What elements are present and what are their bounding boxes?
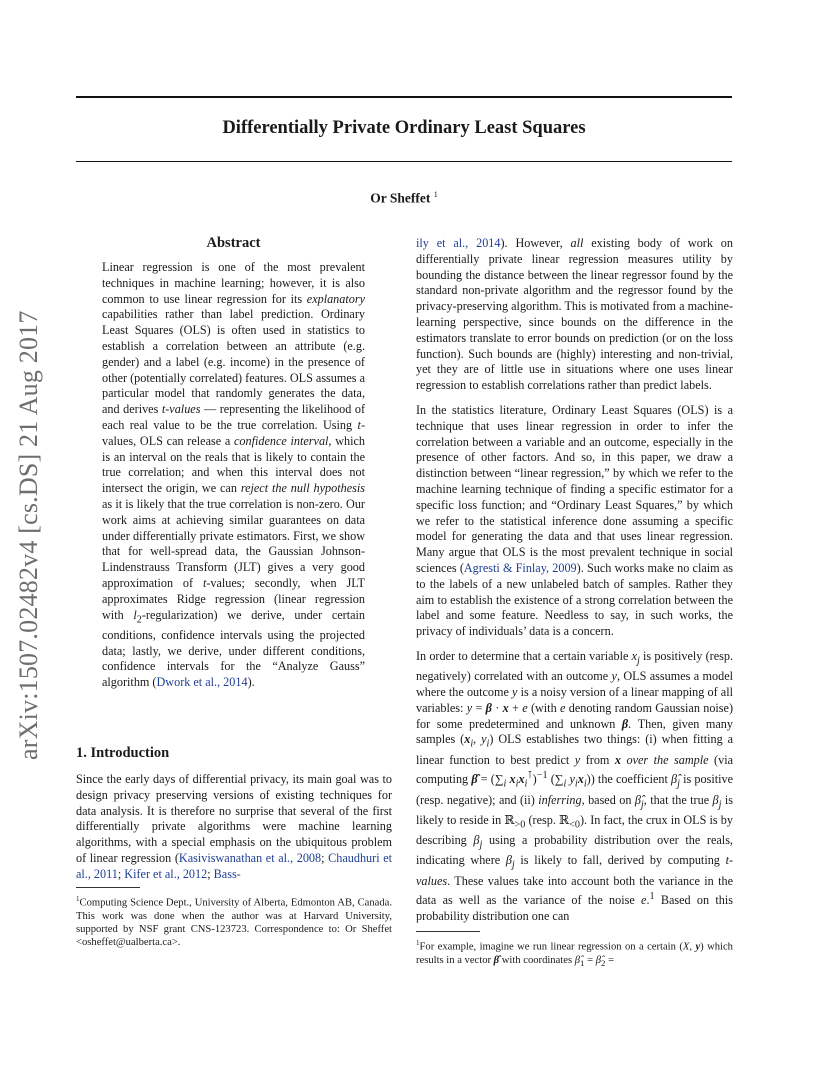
title-bottom-rule	[76, 161, 732, 162]
right-column	[416, 236, 733, 934]
title-top-rule	[76, 96, 732, 98]
footnote-rule-left	[76, 887, 140, 888]
arxiv-stamp: arXiv:1507.02482v4 [cs.DS] 21 Aug 2017	[14, 310, 43, 760]
author-name: Or Sheffet	[370, 190, 431, 206]
abstract-text: Linear regression is one of the most prevalent techniques in machine learning; however, it is also common to use linear regression for its explanatory capabilities rather than label prediction. Ordinary Least Squares (OLS) is often used in statistics to establish a correlation between an attribute (e.g. gender) and a label (e.g. income) in the presence of other (potentially correlated) features. OLS assumes a particular model that randomly generates the data, and derives t-values — representing the likelihood of each real value to be the true correlation. Using t-values, OLS can release a confidence interval, which is an interval on the reals that is likely to contain the true correlation; and when this interval does not intersect the origin, we can reject the null hypothesis as it is likely that the true correlation is non-zero. Our work aims at achieving similar guarantees on data under differentially private estimators. First, we show that for well-spread data, the Gaussian Johnson-Lindenstrauss Transform (JLT) gives a very good approximation of t-values; secondly, when JLT approximates Ridge regression (linear regression with $l_2-regularization$) we derive, under certain conditions, confidence intervals using the projected data; lastly, we derive, under different conditions, confidence intervals for the “Analyze Gauss” algorithm (Dwork et al., 2014).	[102, 260, 366, 690]
right-paragraph-2: In the statistics literature, Ordinary Least Squares (OLS) is a technique that uses linear regression in order to infer the correlation between a variable and an outcome, especially in the presence of other factors. And so, in this paper, we draw a distinction between “linear regression,” by which we refer to the machine learning technique of finding a specific estimator for a specific loss function; and “Ordinary Least Squares,” by which we refer to the statistical inference done assuming a specific model for generating the data and that uses linear regression. Many argue that OLS is the most prevalent technique in social sciences (Agresti & Finlay, 2009). Such works make no claim as to the labels of a new unlabeled batch of samples. Rather they aim to establish the existence of a strong correlation between the label and some feature. Needless to say, in such works, the privacy of individuals’ data is a concern.	[416, 402, 733, 639]
intro-paragraph-1: Since the early days of differential privacy, its main goal was to design privacy preserving versions of existing techniques for data analysis. It is therefore no surprise that several of the first differentially private algorithms were machine learning algorithms, with a special emphasis on the ubiquitous problem of linear regression (Kasiviswanathan et al., 2008; Chaudhuri et al., 2011; Kifer et al., 2012; Bass-	[76, 772, 393, 881]
author-line	[76, 190, 732, 207]
author-affiliation-mark: 1	[433, 190, 438, 199]
footnote-affiliation: $^1$Computing Science Dept., University of Alberta, Edmonton AB, Canada. This work was done when the author was at Harvard University, supported by NSF grant CNS-123723. Correspondence to: Or Sheffet <osheffet@ualberta.ca>.	[76, 895, 392, 949]
paper-title: Differentially Private Ordinary Least Squares	[222, 118, 586, 138]
intro-body	[76, 772, 392, 892]
abstract-heading: Abstract	[206, 235, 261, 251]
footnote-rule-right	[416, 931, 480, 932]
intro-heading: 1. Introduction	[76, 745, 170, 761]
right-paragraph-3: In order to determine that a certain variable $x_j$ is positively (resp. negatively) correlated with an outcome y, OLS assumes a model where the outcome y is a noisy version of a linear mapping of all variables: y = β · x + e (with e denoting random Gaussian noise) for some predetermined and unknown β. Then, given many samples ($x_i$, $y_i$) OLS establishes two things: (i) when fitting a linear function to best predict y from x over the sample (via computing β̂ = ($\sum_i$ $x_ix_i^⊺)^{-1}$ ($\sum_i$ $y_ix_i$)) the coefficient $\betâ_j$ is positive (resp. negative); and (ii) inferring, based on $\betâ_j$, that the true $\beta_j$ is likely to reside in ℝ$_{>0}$ (resp. ℝ$_{<0}$). In fact, the crux in OLS is by describing $\beta_j$ using a probability distribution over the reals, indicating where $\beta_j$ is likely to fall, derived by computing t-values. These values take into account both the variance in the data as well as the variance of the noise e.$^1$ Based on this probability distribution one can	[416, 648, 734, 924]
footnote-example: $^1$For example, imagine we run linear regression on a certain (X, y) which results in a vector β̂ with coordinates $\betâ_1$ = $\betâ_2$ =	[416, 939, 733, 968]
abstract-body	[102, 260, 365, 700]
right-paragraph-1: ily et al., 2014). However, all existing body of work on differentially private linear regression measures utility by bounding the distance between the linear regressor found by the standard non-private algorithm and the regressor found by the privacy-preserving algorithm. This is motivated from a machine-learning perspective, since bounds on the difference in the estimators translate to error bounds on prediction (or on the loss function). Such bounds are (highly) interesting and non-trivial, yet they are of little use in situations where one uses linear regression to establish correlations rather than predict labels.	[416, 236, 733, 393]
